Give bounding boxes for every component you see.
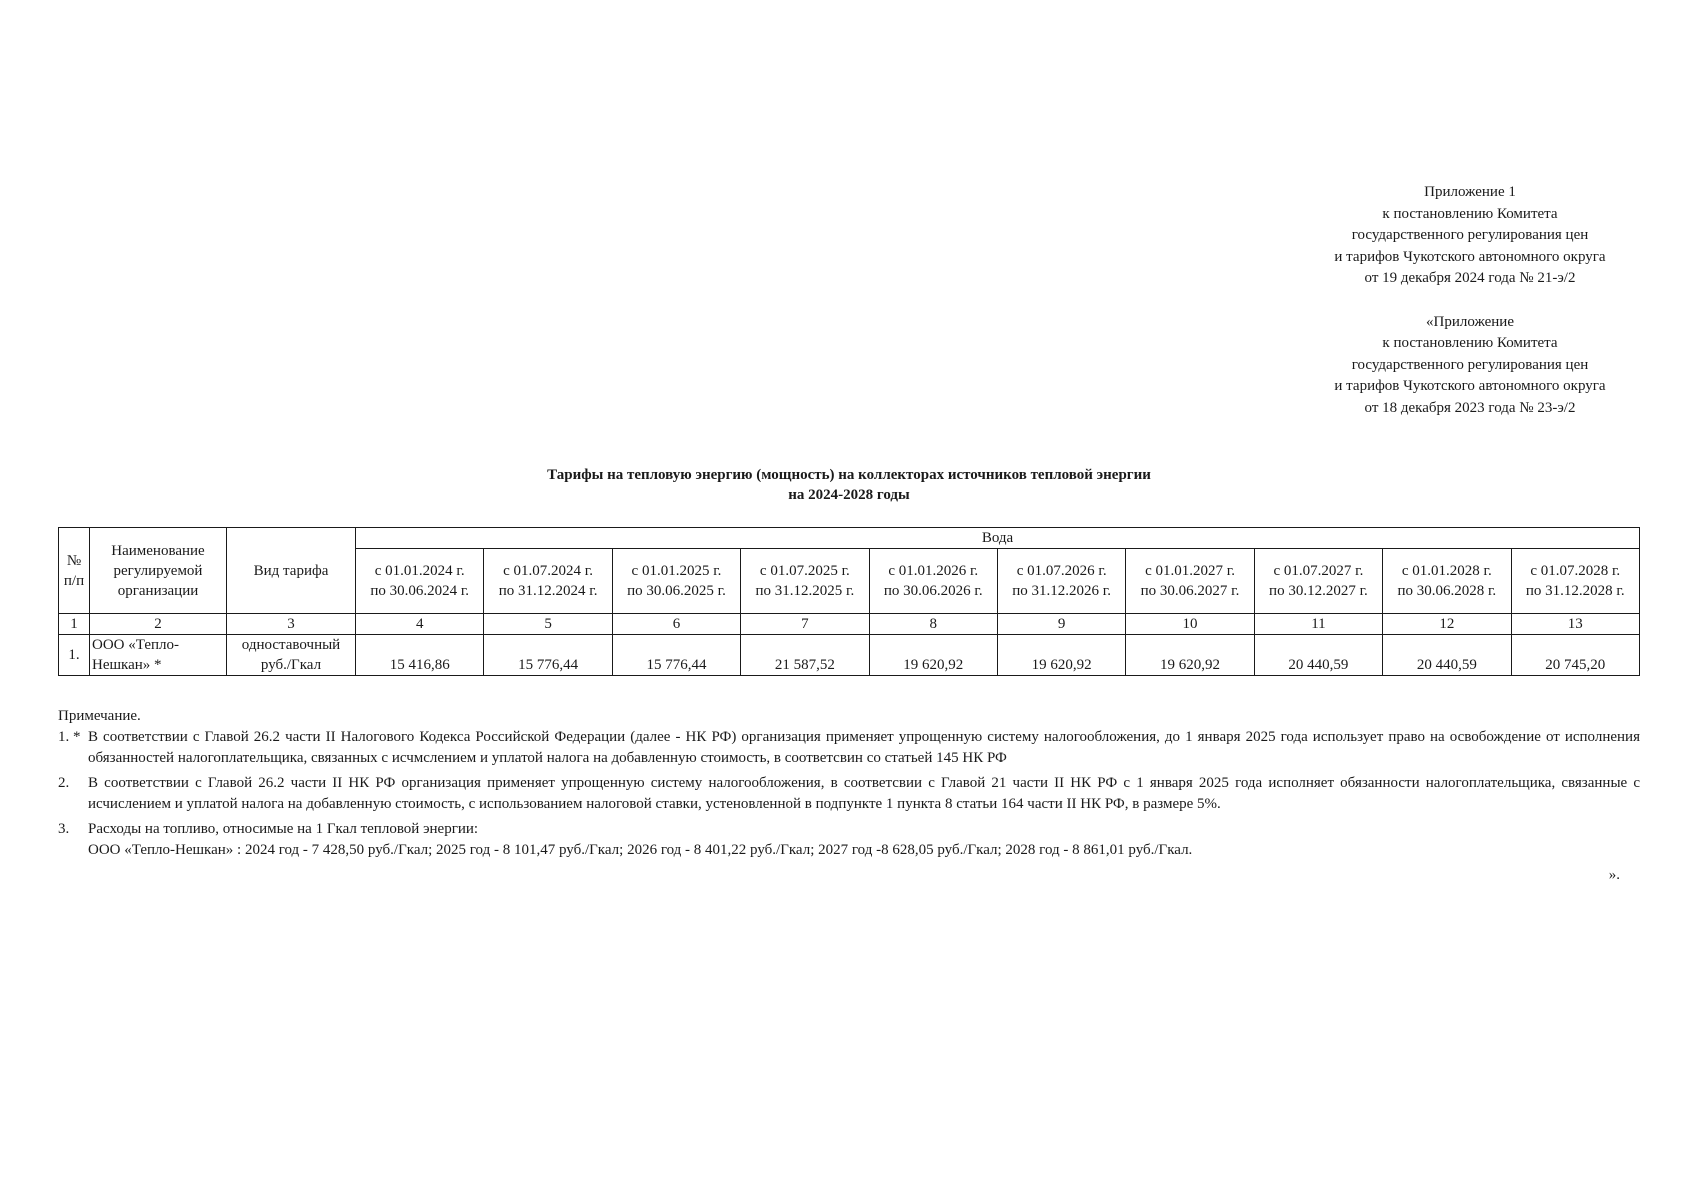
tariff-value: 19 620,92 [997,635,1125,676]
tariff-value: 15 776,44 [612,635,740,676]
spacer [1240,290,1698,312]
tariff-value: 15 416,86 [356,635,484,676]
column-index: 13 [1511,614,1639,635]
period-to: по 30.06.2024 г. [370,583,470,599]
column-index: 6 [612,614,740,635]
column-index: 9 [997,614,1125,635]
note-text: В соответствии с Главой 26.2 части II Налогового Кодекса Российской Федерации (далее - НК РФ) организация применяет упрощенную систему налогообложения, до 1 января 2025 года использует право на освобождение от исполнения обязанностей налогоплательщика, связанных с исчмслением и уплатой налога на добавленную стоимость, в соответсвин со статьей 145 НК РФ [88,729,1640,766]
period-to: по 30.06.2025 г. [627,583,726,599]
column-index: 4 [356,614,484,635]
note-item [58,773,1640,815]
header-period [1126,549,1254,614]
row-organization: ООО «Тепло-Нешкан» * [90,635,227,676]
notes-section [58,706,1640,886]
document-title [0,465,1698,505]
column-index: 12 [1383,614,1511,635]
header-period [484,549,612,614]
column-index: 5 [484,614,612,635]
table-index-row [59,614,1640,635]
tariff-value: 20 745,20 [1511,635,1639,676]
note-number: 3. [58,821,70,837]
period-to: по 31.12.2025 г. [755,583,855,599]
header-tariff-type: Вид тарифа [227,528,356,614]
period-from: с 01.07.2027 г. [1273,563,1364,579]
period-to: по 30.12.2027 г. [1269,583,1368,599]
appendix-header [1240,182,1698,419]
table-row [59,635,1640,676]
title-line-1: Тарифы на тепловую энергию (мощность) на коллекторах источников тепловой энергии [547,467,1151,483]
period-to: по 30.06.2028 г. [1397,583,1497,599]
note-text: В соответствии с Главой 26.2 части II НК РФ организация применяет упрощенную систему налогообложения, в соответсвии с Главой 21 части II НК РФ с 1 января 2025 года исполняет обязанности налогоплательщика, связанные с исчислением и уплатой налога на добавленную стоимость, с использованием налоговой ставки, устеновленной в подпункте 1 пункта 8 статьи 164 части II НК РФ, в размере 5%. [88,775,1640,812]
header-num: № п/п [59,528,90,614]
period-from: с 01.01.2024 г. [374,563,465,579]
column-index: 11 [1254,614,1382,635]
closing-quote: ». [1608,867,1620,883]
note-item [58,727,1640,769]
note-text: Расходы на топливо, относимые на 1 Гкал тепловой энергии: [88,821,479,837]
tariff-value: 21 587,52 [741,635,869,676]
period-to: по 30.06.2027 г. [1140,583,1240,599]
header-period [1383,549,1511,614]
period-from: с 01.01.2026 г. [888,563,979,579]
column-index: 3 [227,614,356,635]
column-index: 1 [59,614,90,635]
header-period [997,549,1125,614]
appendix-line: и тарифов Чукотского автономного округа [1334,378,1606,394]
period-to: по 31.12.2026 г. [1012,583,1112,599]
column-index: 2 [90,614,227,635]
appendix-line: и тарифов Чукотского автономного округа [1334,248,1606,265]
period-from: с 01.07.2024 г. [503,563,594,579]
period-to: по 31.12.2024 г. [498,583,598,599]
appendix-line: государственного регулирования цен [1351,356,1589,373]
header-period [869,549,997,614]
tariff-value: 15 776,44 [484,635,612,676]
appendix-line: к постановлению Комитета [1382,335,1558,351]
title-line-2: на 2024-2028 годы [788,487,910,503]
header-water: Вода [356,528,1640,549]
appendix-line: государственного регулирования цен [1351,227,1589,243]
tariff-value: 19 620,92 [869,635,997,676]
column-index: 8 [869,614,997,635]
period-from: с 01.07.2028 г. [1530,563,1621,579]
table-header-row [59,528,1640,549]
column-index: 10 [1126,614,1254,635]
header-period [356,549,484,614]
tariff-table [58,527,1640,676]
row-tariff-type: одноставочный руб./Гкал [227,635,356,676]
appendix-line: «Приложение [1425,313,1514,330]
period-from: с 01.01.2025 г. [631,563,722,579]
header-period [612,549,740,614]
period-to: по 30.06.2026 г. [883,583,983,599]
note-item [58,819,1640,861]
appendix-line: от 19 декабря 2024 года № 21-э/2 [1364,270,1576,286]
period-from: с 01.07.2026 г. [1016,563,1107,579]
notes-heading: Примечание. [58,708,141,724]
row-num: 1. [59,635,90,676]
tariff-value: 20 440,59 [1254,635,1382,676]
period-to: по 31.12.2028 г. [1525,583,1625,599]
note-subtext: ООО «Тепло-Нешкан» : 2024 год - 7 428,50 руб./Гкал; 2025 год - 8 101,47 руб./Гкал; 2026 год - 8 401,22 руб./Гкал; 2027 год -8 628,05 руб./Гкал; 2028 год - 8 861,01 руб./Гкал. [88,842,1193,858]
note-body [88,819,1640,861]
period-from: с 01.07.2025 г. [759,563,850,579]
tariff-value: 20 440,59 [1383,635,1511,676]
column-index: 7 [741,614,869,635]
tariff-value: 19 620,92 [1126,635,1254,676]
appendix-line: Приложение 1 [1424,184,1516,200]
header-period [741,549,869,614]
period-from: с 01.01.2027 г. [1145,563,1235,579]
header-period [1254,549,1382,614]
header-period [1511,549,1639,614]
appendix-line: от 18 декабря 2023 года № 23-э/2 [1364,399,1576,416]
note-number: 2. [58,775,70,791]
header-organization: Наименование регулируемой организации [90,528,227,614]
period-from: с 01.01.2028 г. [1401,563,1492,579]
appendix-line: к постановлению Комитета [1382,205,1558,222]
note-number: 1. * [58,729,81,745]
